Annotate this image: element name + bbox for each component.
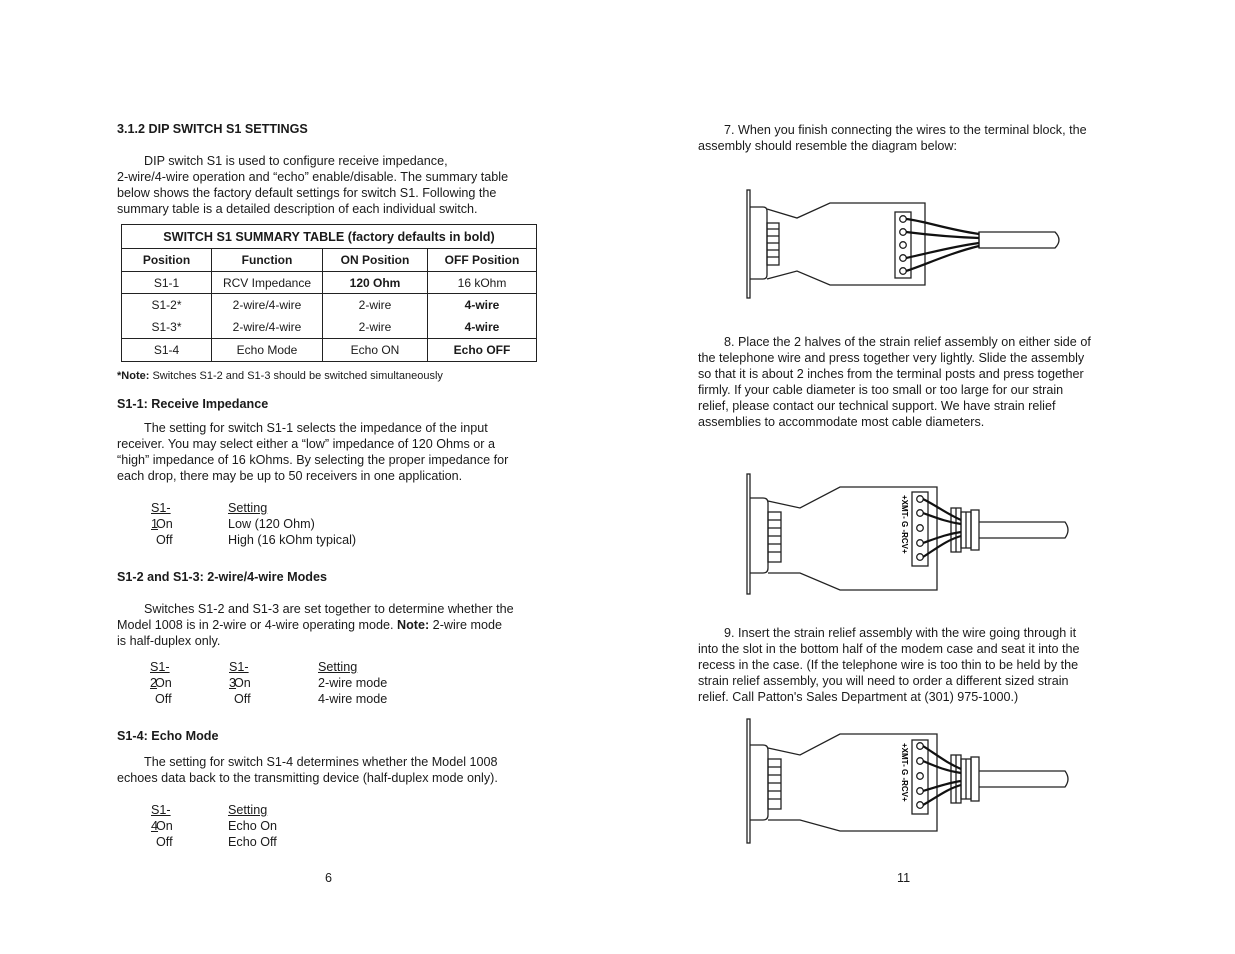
text-line: the telephone wire and press together very lightly. Slide the assembly bbox=[698, 351, 1085, 365]
text-line: is half-duplex only. bbox=[117, 634, 221, 648]
text-line: receiver. You may select either a “low” impedance of 120 Ohms or a bbox=[117, 437, 496, 451]
text-line: 8. Place the 2 halves of the strain relief assembly on either side of bbox=[724, 335, 1091, 349]
table-cell bbox=[212, 294, 323, 339]
table-cell bbox=[323, 294, 428, 339]
setting-value: Off bbox=[234, 692, 251, 706]
cell-line: 4-wire bbox=[464, 320, 500, 334]
column-header: ON Position bbox=[323, 249, 428, 272]
text-line: below shows the factory default settings for switch S1. Following the bbox=[117, 186, 497, 200]
column-header: Setting bbox=[228, 803, 268, 817]
table-cell: 120 Ohm bbox=[323, 272, 428, 294]
setting-value: On bbox=[155, 676, 172, 690]
text-line: relief. Call Patton's Sales Department at (301) 975-1000.) bbox=[698, 690, 1019, 704]
column-header: Function bbox=[212, 249, 323, 272]
text-line: recess in the case. (If the telephone wire is too thin to be held by the bbox=[698, 658, 1079, 672]
setting-value: On bbox=[156, 517, 173, 531]
connector-diagram-wired bbox=[715, 185, 1075, 303]
setting-value: On bbox=[156, 819, 173, 833]
text-line: The setting for switch S1-4 determines whether the Model 1008 bbox=[144, 755, 498, 769]
table-cell: 16 kOhm bbox=[428, 272, 537, 294]
cell-line: 2-wire bbox=[358, 298, 392, 312]
connector-diagram-strain-relief bbox=[715, 468, 1075, 600]
subsection-heading: S1-1: Receive Impedance bbox=[117, 397, 269, 411]
column-header: S1-4 bbox=[151, 803, 171, 833]
s123-paragraph bbox=[117, 601, 547, 649]
text-line: 9. Insert the strain relief assembly with the wire going through it bbox=[724, 626, 1077, 640]
table-cell bbox=[122, 294, 212, 339]
text-line: The setting for switch S1-1 selects the impedance of the input bbox=[144, 421, 488, 435]
text-line: “high” impedance of 16 kOhms. By selecting the proper impedance for bbox=[117, 453, 509, 467]
setting-value: Off bbox=[156, 533, 173, 547]
column-header: Setting bbox=[228, 501, 268, 515]
column-header: OFF Position bbox=[428, 249, 537, 272]
setting-value: 4-wire mode bbox=[318, 692, 388, 706]
text-line: echoes data back to the transmitting device (half-duplex mode only). bbox=[117, 771, 498, 785]
table-cell: RCV Impedance bbox=[212, 272, 323, 294]
table-title: SWITCH S1 SUMMARY TABLE (factory defaults in bold) bbox=[122, 225, 537, 249]
setting-value: 2-wire mode bbox=[318, 676, 388, 690]
setting-value: High (16 kOhm typical) bbox=[228, 533, 357, 547]
cell-line: S1-2* bbox=[151, 298, 182, 312]
cell-line: 2-wire bbox=[358, 320, 392, 334]
section-heading: 3.1.2 DIP SWITCH S1 SETTINGS bbox=[117, 122, 308, 136]
text-line: 7. When you finish connecting the wires to the terminal block, the bbox=[724, 123, 1087, 137]
text-line: so that it is about 2 inches from the terminal posts and press together bbox=[698, 367, 1084, 381]
setting-value: Echo Off bbox=[228, 835, 277, 849]
table-row bbox=[122, 294, 537, 339]
terminal-label: +XMT- G -RCV+ bbox=[900, 495, 909, 554]
table-cell: S1-4 bbox=[122, 339, 212, 362]
cell-line: 4-wire bbox=[464, 298, 500, 312]
note-label: Note: bbox=[397, 618, 430, 632]
text-span: 2-wire mode bbox=[429, 618, 502, 632]
table-cell bbox=[428, 294, 537, 339]
step8-paragraph bbox=[698, 334, 1128, 430]
table-cell: Echo OFF bbox=[428, 339, 537, 362]
setting-value: Off bbox=[156, 835, 173, 849]
text-line: into the slot in the bottom half of the modem case and seat it into the bbox=[698, 642, 1080, 656]
text-line: assembly should resemble the diagram below: bbox=[698, 139, 958, 153]
cell-line: S1-3* bbox=[151, 320, 182, 334]
column-header: Setting bbox=[318, 660, 358, 674]
subsection-heading: S1-4: Echo Mode bbox=[117, 729, 219, 743]
table-row bbox=[122, 272, 537, 294]
intro-paragraph bbox=[117, 153, 547, 217]
table-note bbox=[117, 370, 443, 382]
s11-paragraph bbox=[117, 420, 547, 484]
page-number-right: 11 bbox=[897, 871, 911, 885]
column-header: S1-3 bbox=[229, 660, 249, 690]
text-line: relief, please contact our technical support. We have strain relief bbox=[698, 399, 1056, 413]
table-cell: Echo Mode bbox=[212, 339, 323, 362]
text-line: assemblies to accommodate most cable diameters. bbox=[698, 415, 985, 429]
s14-paragraph bbox=[117, 754, 547, 786]
text-line: strain relief assembly, you will need to order a different sized strain bbox=[698, 674, 1069, 688]
summary-table bbox=[121, 224, 537, 362]
text-line: summary table is a detailed description of each individual switch. bbox=[117, 202, 478, 216]
table-cell: Echo ON bbox=[323, 339, 428, 362]
column-header: S1-1 bbox=[151, 501, 171, 531]
note-text: Switches S1-2 and S1-3 should be switched simultaneously bbox=[149, 370, 443, 382]
text-line: each drop, there may be up to 50 receivers in one application. bbox=[117, 469, 463, 483]
table-row bbox=[122, 339, 537, 362]
terminal-label: +XMT- G -RCV+ bbox=[900, 743, 909, 802]
setting-value: Low (120 Ohm) bbox=[228, 517, 315, 531]
subsection-heading: S1-2 and S1-3: 2-wire/4-wire Modes bbox=[117, 570, 327, 584]
text-line: firmly. If your cable diameter is too small or too large for our strain bbox=[698, 383, 1064, 397]
text-line: Switches S1-2 and S1-3 are set together to determine whether the bbox=[144, 602, 514, 616]
setting-value: On bbox=[234, 676, 251, 690]
cell-line: 2-wire/4-wire bbox=[232, 320, 302, 334]
note-label: *Note: bbox=[117, 370, 150, 382]
column-header: S1-2 bbox=[150, 660, 170, 690]
cell-line: 2-wire/4-wire bbox=[232, 298, 302, 312]
connector-diagram-inserted bbox=[715, 715, 1075, 849]
page-number-left: 6 bbox=[325, 871, 333, 885]
text-line: DIP switch S1 is used to configure receive impedance, bbox=[144, 154, 448, 168]
text-line: 2-wire/4-wire operation and “echo” enable/disable. The summary table bbox=[117, 170, 509, 184]
column-header: Position bbox=[122, 249, 212, 272]
text-line bbox=[117, 617, 547, 633]
setting-value: Off bbox=[155, 692, 172, 706]
step9-paragraph bbox=[698, 625, 1128, 705]
table-cell: S1-1 bbox=[122, 272, 212, 294]
setting-value: Echo On bbox=[228, 819, 278, 833]
text-span: Model 1008 is in 2-wire or 4-wire operating mode. bbox=[117, 618, 397, 632]
step7-paragraph bbox=[698, 122, 1128, 154]
